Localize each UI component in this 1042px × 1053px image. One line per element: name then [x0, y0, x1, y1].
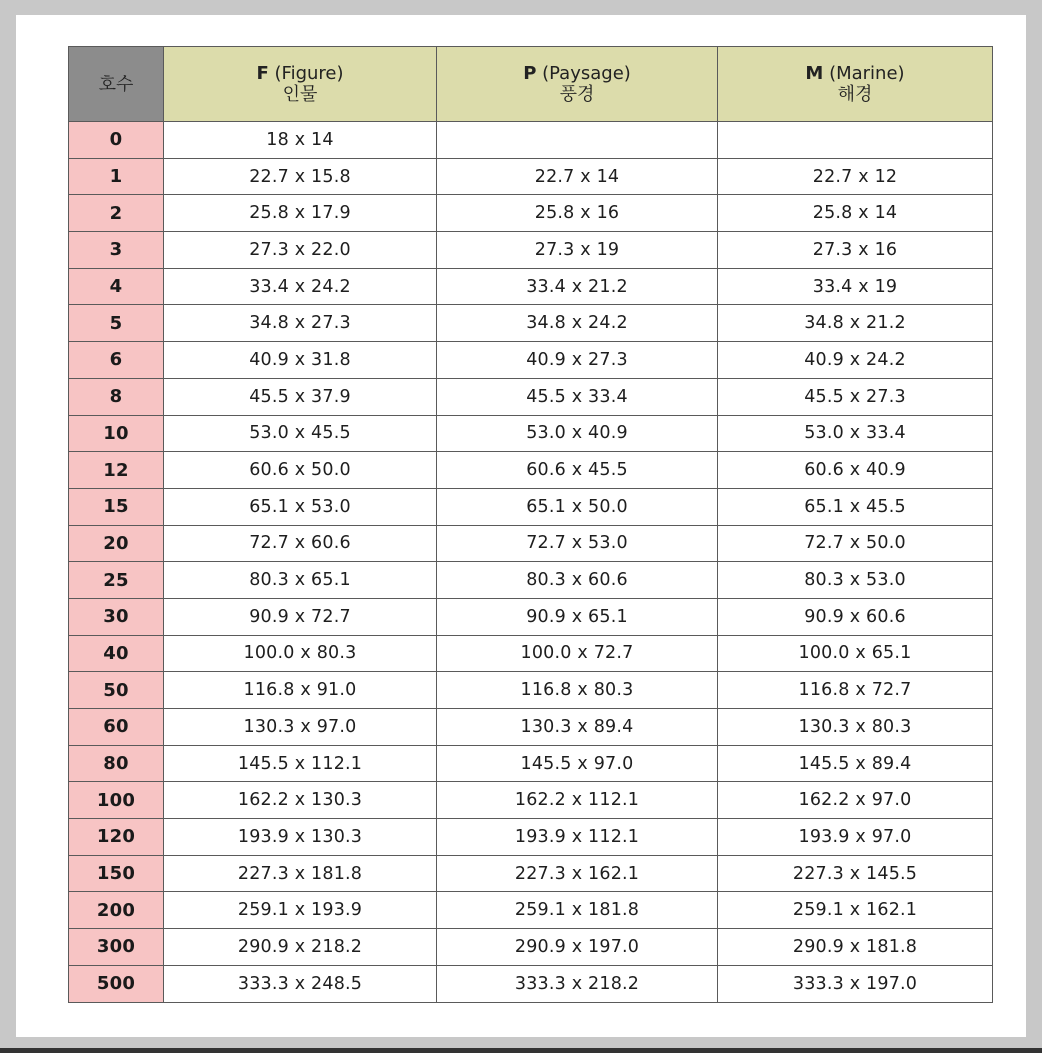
table-row [69, 342, 993, 379]
marine-size-cell: 22.7 x 12 [718, 158, 993, 195]
figure-size-cell: 34.8 x 27.3 [164, 305, 437, 342]
paysage-size-cell: 100.0 x 72.7 [437, 635, 718, 672]
paysage-size-cell: 27.3 x 19 [437, 232, 718, 269]
table-row [69, 819, 993, 856]
figure-size-cell: 65.1 x 53.0 [164, 488, 437, 525]
ho-cell: 2 [69, 195, 164, 232]
table-header-row [69, 47, 993, 122]
ho-cell: 500 [69, 965, 164, 1002]
ho-cell: 4 [69, 268, 164, 305]
marine-size-cell: 162.2 x 97.0 [718, 782, 993, 819]
ho-cell: 50 [69, 672, 164, 709]
paysage-size-cell: 34.8 x 24.2 [437, 305, 718, 342]
header-marine-code: M [805, 63, 824, 84]
table-row [69, 488, 993, 525]
table-row [69, 415, 993, 452]
marine-size-cell: 80.3 x 53.0 [718, 562, 993, 599]
figure-size-cell: 333.3 x 248.5 [164, 965, 437, 1002]
figure-size-cell: 145.5 x 112.1 [164, 745, 437, 782]
marine-size-cell [718, 122, 993, 159]
paysage-size-cell: 290.9 x 197.0 [437, 929, 718, 966]
figure-size-cell: 162.2 x 130.3 [164, 782, 437, 819]
header-figure-name: (Figure) [268, 63, 344, 84]
figure-size-cell: 259.1 x 193.9 [164, 892, 437, 929]
paysage-size-cell: 130.3 x 89.4 [437, 709, 718, 746]
figure-size-cell: 45.5 x 37.9 [164, 378, 437, 415]
figure-size-cell: 80.3 x 65.1 [164, 562, 437, 599]
ho-cell: 120 [69, 819, 164, 856]
table-row [69, 305, 993, 342]
figure-size-cell: 33.4 x 24.2 [164, 268, 437, 305]
header-figure [164, 47, 437, 122]
ho-cell: 300 [69, 929, 164, 966]
figure-size-cell: 60.6 x 50.0 [164, 452, 437, 489]
header-ho-label: 호수 [98, 73, 134, 95]
marine-size-cell: 45.5 x 27.3 [718, 378, 993, 415]
table-row [69, 965, 993, 1002]
paysage-size-cell: 259.1 x 181.8 [437, 892, 718, 929]
marine-size-cell: 40.9 x 24.2 [718, 342, 993, 379]
marine-size-cell: 72.7 x 50.0 [718, 525, 993, 562]
paysage-size-cell: 22.7 x 14 [437, 158, 718, 195]
header-paysage-code: P [523, 63, 537, 84]
paysage-size-cell: 33.4 x 21.2 [437, 268, 718, 305]
header-paysage-korean: 풍경 [559, 84, 595, 105]
figure-size-cell: 27.3 x 22.0 [164, 232, 437, 269]
document-page [16, 15, 1026, 1037]
figure-size-cell: 90.9 x 72.7 [164, 598, 437, 635]
table-row [69, 745, 993, 782]
table-row [69, 892, 993, 929]
paysage-size-cell: 80.3 x 60.6 [437, 562, 718, 599]
marine-size-cell: 27.3 x 16 [718, 232, 993, 269]
paysage-size-cell: 25.8 x 16 [437, 195, 718, 232]
paysage-size-cell: 227.3 x 162.1 [437, 855, 718, 892]
figure-size-cell: 40.9 x 31.8 [164, 342, 437, 379]
figure-size-cell: 116.8 x 91.0 [164, 672, 437, 709]
ho-cell: 10 [69, 415, 164, 452]
bottom-border-bar [0, 1048, 1042, 1053]
marine-size-cell: 227.3 x 145.5 [718, 855, 993, 892]
header-marine [718, 47, 993, 122]
table-row [69, 378, 993, 415]
marine-size-cell: 34.8 x 21.2 [718, 305, 993, 342]
ho-cell: 15 [69, 488, 164, 525]
header-paysage [437, 47, 718, 122]
marine-size-cell: 116.8 x 72.7 [718, 672, 993, 709]
figure-size-cell: 53.0 x 45.5 [164, 415, 437, 452]
marine-size-cell: 193.9 x 97.0 [718, 819, 993, 856]
figure-size-cell: 72.7 x 60.6 [164, 525, 437, 562]
header-ho [69, 47, 164, 122]
marine-size-cell: 25.8 x 14 [718, 195, 993, 232]
marine-size-cell: 33.4 x 19 [718, 268, 993, 305]
ho-cell: 100 [69, 782, 164, 819]
table-row [69, 195, 993, 232]
paysage-size-cell: 45.5 x 33.4 [437, 378, 718, 415]
ho-cell: 8 [69, 378, 164, 415]
ho-cell: 3 [69, 232, 164, 269]
paysage-size-cell: 116.8 x 80.3 [437, 672, 718, 709]
figure-size-cell: 290.9 x 218.2 [164, 929, 437, 966]
marine-size-cell: 100.0 x 65.1 [718, 635, 993, 672]
ho-cell: 6 [69, 342, 164, 379]
ho-cell: 1 [69, 158, 164, 195]
paysage-size-cell: 53.0 x 40.9 [437, 415, 718, 452]
paysage-size-cell: 65.1 x 50.0 [437, 488, 718, 525]
header-figure-code: F [256, 63, 269, 84]
paysage-size-cell: 90.9 x 65.1 [437, 598, 718, 635]
figure-size-cell: 18 x 14 [164, 122, 437, 159]
table-row [69, 929, 993, 966]
paysage-size-cell: 193.9 x 112.1 [437, 819, 718, 856]
table-row [69, 232, 993, 269]
ho-cell: 80 [69, 745, 164, 782]
paysage-size-cell: 162.2 x 112.1 [437, 782, 718, 819]
table-row [69, 782, 993, 819]
marine-size-cell: 290.9 x 181.8 [718, 929, 993, 966]
paysage-size-cell [437, 122, 718, 159]
ho-cell: 200 [69, 892, 164, 929]
paysage-size-cell: 72.7 x 53.0 [437, 525, 718, 562]
table-row [69, 855, 993, 892]
header-paysage-name: (Paysage) [536, 63, 631, 84]
paysage-size-cell: 145.5 x 97.0 [437, 745, 718, 782]
ho-cell: 5 [69, 305, 164, 342]
ho-cell: 12 [69, 452, 164, 489]
table-row [69, 562, 993, 599]
figure-size-cell: 193.9 x 130.3 [164, 819, 437, 856]
table-row [69, 122, 993, 159]
figure-size-cell: 22.7 x 15.8 [164, 158, 437, 195]
paysage-size-cell: 60.6 x 45.5 [437, 452, 718, 489]
paysage-size-cell: 40.9 x 27.3 [437, 342, 718, 379]
ho-cell: 30 [69, 598, 164, 635]
ho-cell: 60 [69, 709, 164, 746]
table-row [69, 268, 993, 305]
marine-size-cell: 259.1 x 162.1 [718, 892, 993, 929]
ho-cell: 0 [69, 122, 164, 159]
table-row [69, 672, 993, 709]
ho-cell: 40 [69, 635, 164, 672]
paysage-size-cell: 333.3 x 218.2 [437, 965, 718, 1002]
figure-size-cell: 227.3 x 181.8 [164, 855, 437, 892]
table-row [69, 635, 993, 672]
ho-cell: 25 [69, 562, 164, 599]
table-row [69, 525, 993, 562]
marine-size-cell: 90.9 x 60.6 [718, 598, 993, 635]
header-marine-name: (Marine) [823, 63, 905, 84]
table-row [69, 158, 993, 195]
canvas-size-table [68, 46, 993, 1003]
table-row [69, 452, 993, 489]
marine-size-cell: 60.6 x 40.9 [718, 452, 993, 489]
header-figure-korean: 인물 [282, 84, 318, 105]
marine-size-cell: 145.5 x 89.4 [718, 745, 993, 782]
figure-size-cell: 100.0 x 80.3 [164, 635, 437, 672]
figure-size-cell: 130.3 x 97.0 [164, 709, 437, 746]
ho-cell: 20 [69, 525, 164, 562]
table-body [69, 122, 993, 1003]
table-row [69, 598, 993, 635]
marine-size-cell: 53.0 x 33.4 [718, 415, 993, 452]
header-marine-korean: 해경 [837, 84, 873, 105]
table-row [69, 709, 993, 746]
figure-size-cell: 25.8 x 17.9 [164, 195, 437, 232]
ho-cell: 150 [69, 855, 164, 892]
marine-size-cell: 333.3 x 197.0 [718, 965, 993, 1002]
marine-size-cell: 130.3 x 80.3 [718, 709, 993, 746]
marine-size-cell: 65.1 x 45.5 [718, 488, 993, 525]
